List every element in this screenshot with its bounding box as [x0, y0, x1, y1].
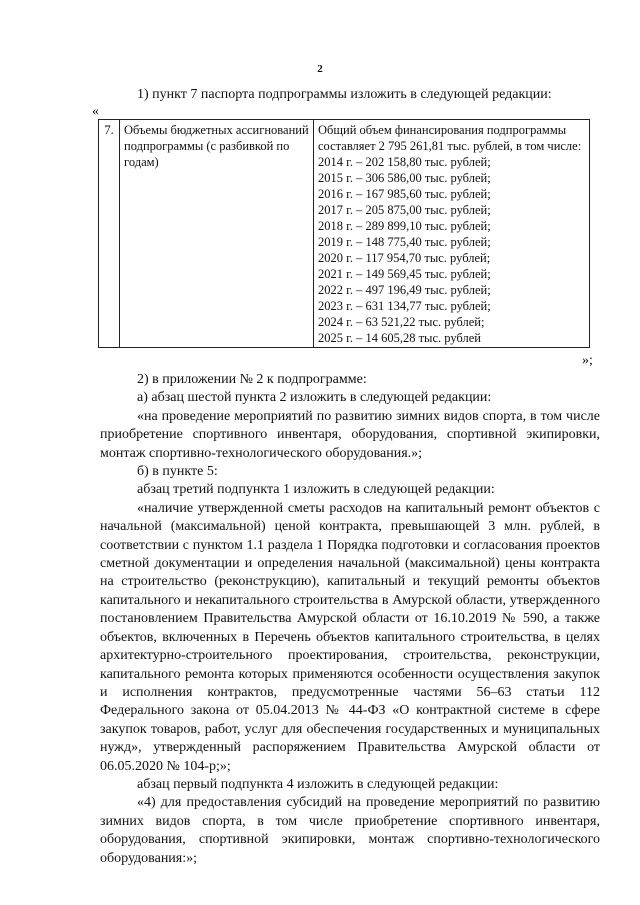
year-line: 2019 г. – 148 775,40 тыс. рублей; — [318, 235, 491, 249]
row-number: 7. — [99, 120, 120, 348]
intro-paragraph: 1) пункт 7 паспорта подпрограммы изложить в следующей редакции: — [137, 87, 552, 102]
opening-quote: « — [92, 104, 99, 119]
paragraph: б) в пункте 5: — [137, 464, 218, 480]
year-line: 2016 г. – 167 985,60 тыс. рублей; — [318, 187, 491, 201]
body-text — [100, 371, 600, 868]
paragraph: а) абзац шестой пункта 2 изложить в следующей редакции: — [137, 390, 492, 406]
funding-cell — [314, 120, 590, 348]
page-number: 2 — [317, 63, 323, 75]
paragraph: «наличие утвержденной сметы расходов на капитальный ремонт объектов с начальной (максимальной) ценой контракта, превышающей 3 млн. рублей, в соответствии с пунктом 1.1 раздела 1 Порядка подготовки и согласования проектов сметной документации и определения начальной (максимальной) цены контракта на строительство (реконструкцию), капитальный и текущий ремонты объектов капитального и некапитального строительства в Амурской области, утвержденного постановлением Правительства Амурской области от 16.10.2019 № 590, а также объектов, включенных в Перечень объектов капитального строительства, в целях архитектурно-строительного проектирования, строительства, реконструкции, капитального ремонта которых применяются особенности осуществления закупок и исполнения контрактов, предусмотренные частями 56–63 статьи 112 Федерального закона от 05.04.2013 № 44-ФЗ «О контрактной системе в сфере закупок товаров, работ, услуг для обеспечения государственных и муниципальных нужд», утвержденный распоряжением Правительства Амурской области от 06.05.2020 № 104-р;»; — [100, 500, 600, 774]
funding-total: Общий объем финансирования подпрограммы составляет 2 795 261,81 тыс. рублей, в том числе: — [318, 123, 582, 153]
year-line: 2018 г. – 289 899,10 тыс. рублей; — [318, 219, 491, 233]
year-line: 2017 г. – 205 875,00 тыс. рублей; — [318, 203, 491, 217]
paragraph: абзац первый подпункта 4 изложить в следующей редакции: — [137, 776, 499, 792]
closing-quote: »; — [582, 353, 593, 368]
paragraph: «4) для предоставления субсидий на проведение мероприятий по развитию зимних видов спорта, в том числе приобретение спортивного инвентаря, оборудования, спортивной экипировки, монтаж спортивно-технологического оборудования:»; — [100, 795, 600, 866]
passport-table — [98, 119, 590, 348]
year-line: 2024 г. – 63 521,22 тыс. рублей; — [318, 315, 485, 329]
year-line: 2025 г. – 14 605,28 тыс. рублей — [318, 331, 481, 345]
paragraph: абзац третий подпункта 1 изложить в следующей редакции: — [137, 482, 495, 498]
year-line: 2014 г. – 202 158,80 тыс. рублей; — [318, 155, 491, 169]
year-line: 2020 г. – 117 954,70 тыс. рублей; — [318, 251, 491, 265]
year-line: 2015 г. – 306 586,00 тыс. рублей; — [318, 171, 491, 185]
table-row — [99, 120, 590, 348]
year-line: 2021 г. – 149 569,45 тыс. рублей; — [318, 267, 491, 281]
year-line: 2023 г. – 631 134,77 тыс. рублей; — [318, 299, 491, 313]
paragraph: 2) в приложении № 2 к подпрограмме: — [137, 372, 367, 387]
paragraph: «на проведение мероприятий по развитию зимних видов спорта, в том числе приобретение спортивного инвентаря, оборудования, спортивной экипировки, монтаж спортивно-технологического оборудования.»; — [100, 408, 600, 461]
row-label: Объемы бюджетных ассигнований подпрограммы (с разбивкой по годам) — [120, 120, 314, 348]
year-line: 2022 г. – 497 196,49 тыс. рублей; — [318, 283, 491, 297]
